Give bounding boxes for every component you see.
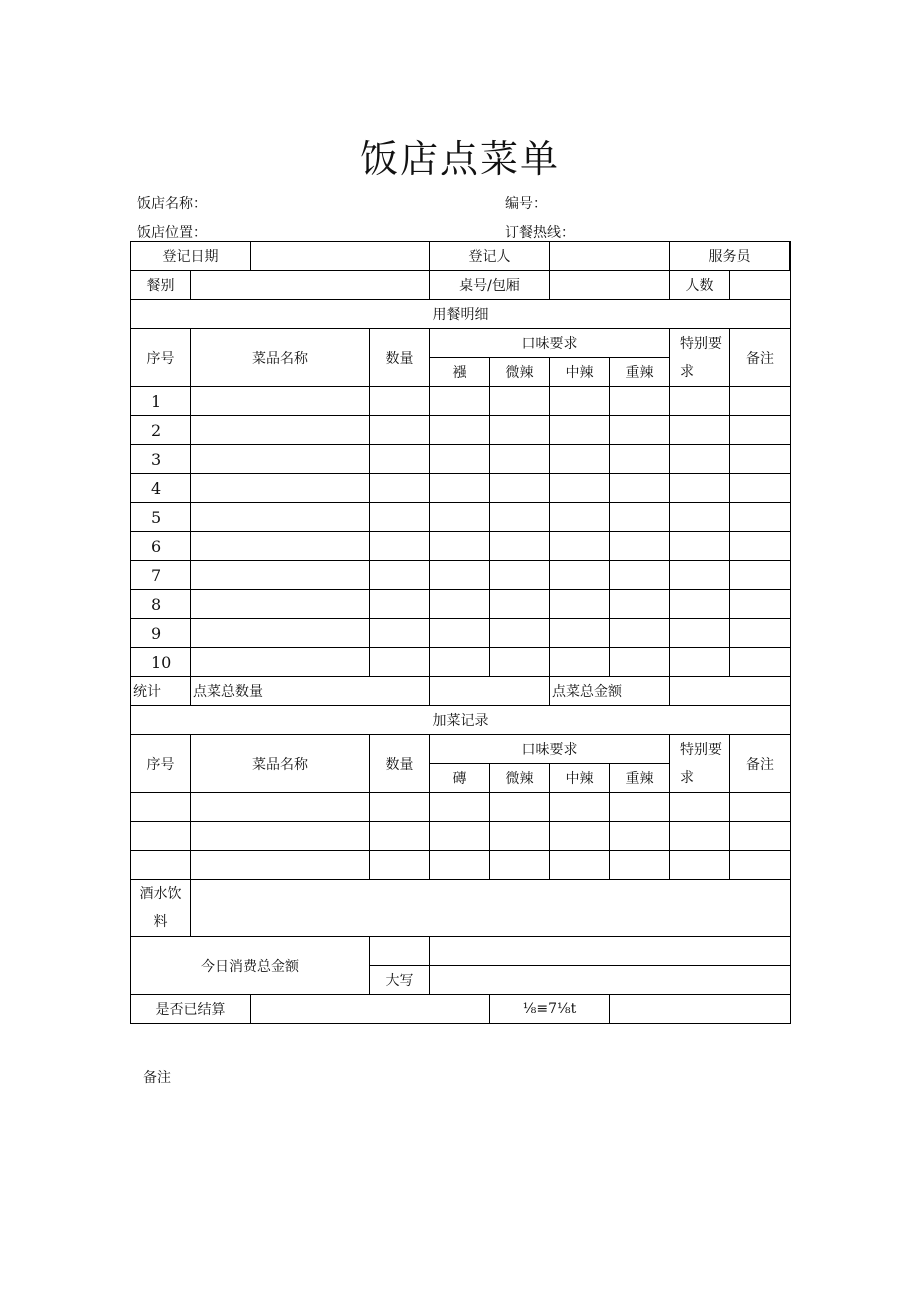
taste-cell[interactable]: [430, 474, 490, 503]
taste-cell[interactable]: [430, 619, 490, 648]
extra-remark-cell[interactable]: [730, 822, 791, 851]
row-number: 5: [131, 503, 191, 532]
special-cell[interactable]: [670, 503, 730, 532]
special-cell[interactable]: [670, 387, 730, 416]
headcount-field[interactable]: [730, 271, 791, 300]
taste-cell[interactable]: [550, 474, 610, 503]
page-title: 饭店点菜单: [359, 137, 560, 181]
taste-level-1: 襁: [430, 358, 490, 387]
qty-cell[interactable]: [370, 619, 430, 648]
headcount-label: 人数: [670, 271, 730, 300]
extra-taste-cell[interactable]: [610, 851, 670, 880]
taste-cell[interactable]: [550, 561, 610, 590]
taste-cell[interactable]: [430, 590, 490, 619]
row-number: 9: [131, 619, 191, 648]
row-number: 8: [131, 590, 191, 619]
dish-cell[interactable]: [191, 416, 370, 445]
total-today-value-field[interactable]: [370, 937, 430, 966]
taste-cell[interactable]: [490, 474, 550, 503]
row-number: 3: [131, 445, 191, 474]
taste-cell[interactable]: [490, 561, 550, 590]
taste-cell[interactable]: [490, 648, 550, 677]
number-label: 编号：: [505, 196, 547, 212]
order-row: [131, 474, 791, 503]
order-row: [131, 619, 791, 648]
extra-row: [131, 793, 791, 822]
taste-cell[interactable]: [610, 648, 670, 677]
row-number: 6: [131, 532, 191, 561]
settled-field[interactable]: [251, 995, 490, 1024]
extra-taste-cell[interactable]: [490, 851, 550, 880]
taste-level-3: 中辣: [550, 358, 610, 387]
extra-col-taste-header: 口味要求: [430, 735, 670, 764]
taste-cell[interactable]: [430, 445, 490, 474]
extra-col-qty-header: 数量: [370, 735, 430, 793]
garbled-field[interactable]: [610, 995, 791, 1024]
remark-cell[interactable]: [730, 619, 791, 648]
extra-taste-cell[interactable]: [430, 851, 490, 880]
special-cell[interactable]: [670, 532, 730, 561]
special-cell[interactable]: [670, 619, 730, 648]
col-qty-header: 数量: [370, 329, 430, 387]
qty-cell[interactable]: [370, 561, 430, 590]
meal-type-label: 餐别: [131, 271, 191, 300]
taste-cell[interactable]: [550, 590, 610, 619]
extra-taste-level-1: 磚: [430, 764, 490, 793]
order-row: [131, 590, 791, 619]
dish-cell[interactable]: [191, 561, 370, 590]
qty-cell[interactable]: [370, 503, 430, 532]
note-label: 备注: [143, 1070, 171, 1086]
taste-level-2: 微辣: [490, 358, 550, 387]
taste-cell[interactable]: [430, 387, 490, 416]
extra-qty-cell[interactable]: [370, 851, 430, 880]
extra-taste-cell[interactable]: [550, 822, 610, 851]
settled-label: 是否已结算: [131, 995, 251, 1024]
qty-cell[interactable]: [370, 590, 430, 619]
extra-taste-cell[interactable]: [550, 851, 610, 880]
dish-cell[interactable]: [191, 590, 370, 619]
special-cell[interactable]: [670, 474, 730, 503]
row-number: 10: [131, 648, 191, 677]
taste-cell[interactable]: [490, 532, 550, 561]
total-today-amount-field[interactable]: [430, 937, 791, 966]
dish-cell[interactable]: [191, 648, 370, 677]
extra-remark-cell[interactable]: [730, 851, 791, 880]
remark-cell[interactable]: [730, 532, 791, 561]
taste-level-4: 重辣: [610, 358, 670, 387]
remark-cell[interactable]: [730, 445, 791, 474]
taste-cell[interactable]: [490, 416, 550, 445]
order-form-table: [130, 241, 791, 1024]
taste-cell[interactable]: [610, 445, 670, 474]
taste-cell[interactable]: [430, 648, 490, 677]
uppercase-field[interactable]: [430, 966, 791, 995]
order-section-title: 用餐明细: [131, 300, 791, 329]
extra-taste-level-4: 重辣: [610, 764, 670, 793]
qty-cell[interactable]: [370, 532, 430, 561]
order-row: [131, 561, 791, 590]
taste-cell[interactable]: [610, 561, 670, 590]
extra-row: [131, 822, 791, 851]
taste-cell[interactable]: [430, 561, 490, 590]
dish-cell[interactable]: [191, 503, 370, 532]
remark-cell[interactable]: [730, 648, 791, 677]
order-row: [131, 445, 791, 474]
extra-taste-level-2: 微辣: [490, 764, 550, 793]
total-amount-field[interactable]: [670, 677, 791, 706]
stats-label: 统计: [131, 677, 191, 706]
restaurant-location-label: 饭店位置：: [137, 225, 207, 241]
extra-qty-cell[interactable]: [370, 793, 430, 822]
taste-cell[interactable]: [610, 387, 670, 416]
dish-cell[interactable]: [191, 474, 370, 503]
extra-special-cell[interactable]: [670, 851, 730, 880]
taste-cell[interactable]: [550, 532, 610, 561]
taste-cell[interactable]: [610, 532, 670, 561]
col-taste-header: 口味要求: [430, 329, 670, 358]
extra-col-dish-header: 菜品名称: [191, 735, 370, 793]
extra-remark-cell[interactable]: [730, 793, 791, 822]
remark-cell[interactable]: [730, 590, 791, 619]
extra-col-remark-header: 备注: [730, 735, 791, 793]
remark-cell[interactable]: [730, 387, 791, 416]
taste-cell[interactable]: [610, 474, 670, 503]
extra-special-cell[interactable]: [670, 822, 730, 851]
extra-col-special-header: [670, 735, 730, 793]
extra-no-cell[interactable]: [131, 822, 191, 851]
server-label: 服务员: [670, 242, 790, 270]
remark-cell[interactable]: [730, 503, 791, 532]
row-number: 4: [131, 474, 191, 503]
extra-taste-cell[interactable]: [610, 822, 670, 851]
special-cell[interactable]: [670, 561, 730, 590]
extra-special-cell[interactable]: [670, 793, 730, 822]
col-no-header: 序号: [131, 329, 191, 387]
qty-cell[interactable]: [370, 648, 430, 677]
taste-cell[interactable]: [490, 387, 550, 416]
total-qty-field[interactable]: [430, 677, 550, 706]
server-cell: [670, 242, 791, 271]
taste-cell[interactable]: [610, 416, 670, 445]
remark-cell[interactable]: [730, 474, 791, 503]
order-row: [131, 503, 791, 532]
row-number: 1: [131, 387, 191, 416]
col-remark-header: 备注: [730, 329, 791, 387]
special-cell[interactable]: [670, 416, 730, 445]
extra-no-cell[interactable]: [131, 851, 191, 880]
extra-taste-cell[interactable]: [430, 793, 490, 822]
drinks-label: 酒水饮料: [131, 880, 191, 937]
extra-taste-cell[interactable]: [550, 793, 610, 822]
taste-cell[interactable]: [610, 503, 670, 532]
table-room-label: 桌号/包厢: [430, 271, 550, 300]
special-cell[interactable]: [670, 445, 730, 474]
garbled-label: ⅛≡7⅛t: [490, 995, 610, 1024]
uppercase-label: 大写: [370, 966, 430, 995]
extra-dish-cell[interactable]: [191, 793, 370, 822]
restaurant-name-label: 饭店名称：: [137, 196, 207, 212]
extra-col-no-header: 序号: [131, 735, 191, 793]
total-amount-label: 点菜总金额: [550, 677, 670, 706]
special-cell[interactable]: [670, 590, 730, 619]
taste-cell[interactable]: [430, 503, 490, 532]
qty-cell[interactable]: [370, 416, 430, 445]
col-special-header: [670, 329, 730, 387]
registrant-label: 登记人: [430, 242, 550, 271]
taste-cell[interactable]: [490, 445, 550, 474]
taste-cell[interactable]: [550, 648, 610, 677]
col-special-text: 特别要求: [680, 335, 722, 380]
row-number: 7: [131, 561, 191, 590]
extra-dish-cell[interactable]: [191, 822, 370, 851]
taste-cell[interactable]: [550, 503, 610, 532]
qty-cell[interactable]: [370, 445, 430, 474]
qty-cell[interactable]: [370, 387, 430, 416]
taste-cell[interactable]: [550, 387, 610, 416]
row-number: 2: [131, 416, 191, 445]
extra-no-cell[interactable]: [131, 793, 191, 822]
taste-cell[interactable]: [430, 532, 490, 561]
taste-cell[interactable]: [430, 416, 490, 445]
taste-cell[interactable]: [550, 619, 610, 648]
dish-cell[interactable]: [191, 619, 370, 648]
taste-cell[interactable]: [550, 445, 610, 474]
extra-row: [131, 851, 791, 880]
dish-cell[interactable]: [191, 387, 370, 416]
taste-cell[interactable]: [610, 619, 670, 648]
remark-cell[interactable]: [730, 561, 791, 590]
extra-taste-cell[interactable]: [490, 793, 550, 822]
qty-cell[interactable]: [370, 474, 430, 503]
extra-taste-cell[interactable]: [610, 793, 670, 822]
extra-dish-cell[interactable]: [191, 851, 370, 880]
extra-taste-level-3: 中辣: [550, 764, 610, 793]
reg-date-field[interactable]: [251, 242, 430, 271]
extra-qty-cell[interactable]: [370, 822, 430, 851]
reg-date-label: 登记日期: [131, 242, 251, 271]
dish-cell[interactable]: [191, 445, 370, 474]
taste-cell[interactable]: [490, 503, 550, 532]
total-qty-label: 点菜总数量: [191, 677, 430, 706]
table-room-field[interactable]: [550, 271, 670, 300]
extra-col-special-text: 特别要求: [680, 741, 722, 786]
extra-section-title: 加菜记录: [131, 706, 791, 735]
hotline-label: 订餐热线：: [505, 225, 575, 241]
extra-taste-cell[interactable]: [430, 822, 490, 851]
dish-cell[interactable]: [191, 532, 370, 561]
order-row: [131, 648, 791, 677]
col-dish-header: 菜品名称: [191, 329, 370, 387]
taste-cell[interactable]: [550, 416, 610, 445]
remark-cell[interactable]: [730, 416, 791, 445]
order-row: [131, 387, 791, 416]
taste-cell[interactable]: [490, 590, 550, 619]
order-row: [131, 532, 791, 561]
meal-type-field[interactable]: [191, 271, 430, 300]
total-today-label: 今日消费总金额: [131, 937, 370, 995]
extra-taste-cell[interactable]: [490, 822, 550, 851]
registrant-field[interactable]: [550, 242, 670, 271]
drinks-field[interactable]: [191, 880, 791, 937]
taste-cell[interactable]: [610, 590, 670, 619]
order-row: [131, 416, 791, 445]
taste-cell[interactable]: [490, 619, 550, 648]
special-cell[interactable]: [670, 648, 730, 677]
